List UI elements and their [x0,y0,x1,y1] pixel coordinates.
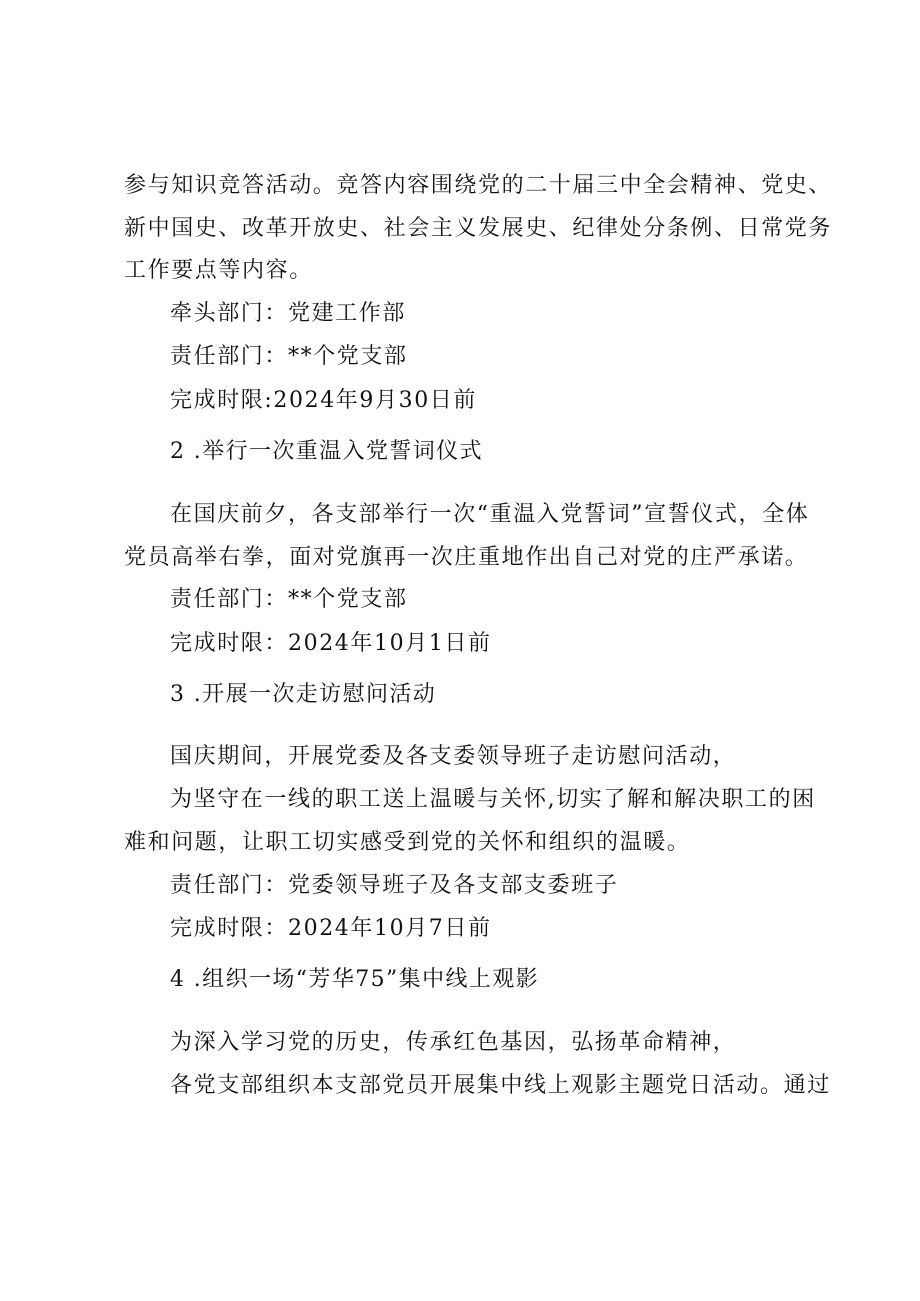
section3-body-line-1: 国庆期间，开展党委及各支委领导班子走访慰问活动， [170,744,737,769]
section1-body-line-1: 参与知识竞答活动。竞答内容围绕党的二十届三中全会精神、党史、 [124,173,833,198]
section1-resp-dept: 责任部门：**个党支部 [170,344,408,369]
section3-body-line-2: 为坚守在一线的职工送上温暖与关怀,切实了解和解决职工的困 [170,787,816,812]
section1-body-line-2: 新中国史、改革开放史、社会主义发展史、纪律处分条例、日常党务 [124,216,833,241]
section4-body-line-2: 各党支部组织本支部党员开展集中线上观影主题党日活动。通过 [170,1073,831,1098]
section3-deadline: 完成时限：2024年10月7日前 [170,916,492,941]
section1-deadline: 完成时限:2024年9月30日前 [170,388,477,413]
section2-deadline: 完成时限：2024年10月1日前 [170,631,492,656]
section1-lead-dept: 牵头部门：党建工作部 [170,301,407,326]
section2-heading: 2 .举行一次重温入党誓词仪式 [170,439,483,464]
section2-body-line-2: 党员高举右拳，面对党旗再一次庄重地作出自己对党的庄严承诺。 [124,545,809,570]
section3-resp-dept: 责任部门：党委领导班子及各支部支委班子 [170,873,619,898]
section2-body-line-1: 在国庆前夕，各支部举行一次“重温入党誓词”宣誓仪式，全体 [170,502,810,527]
section4-body-line-1: 为深入学习党的历史，传承红色基因，弘扬革命精神， [170,1030,737,1055]
section4-heading: 4 .组织一场“芳华75”集中线上观影 [170,967,540,992]
section2-resp-dept: 责任部门：**个党支部 [170,587,408,612]
section1-body-line-3: 工作要点等内容。 [124,258,313,283]
section3-heading: 3 .开展一次走访慰问活动 [170,682,437,707]
section3-body-line-3: 难和问题，让职工切实感受到党的关怀和组织的温暖。 [124,830,691,855]
